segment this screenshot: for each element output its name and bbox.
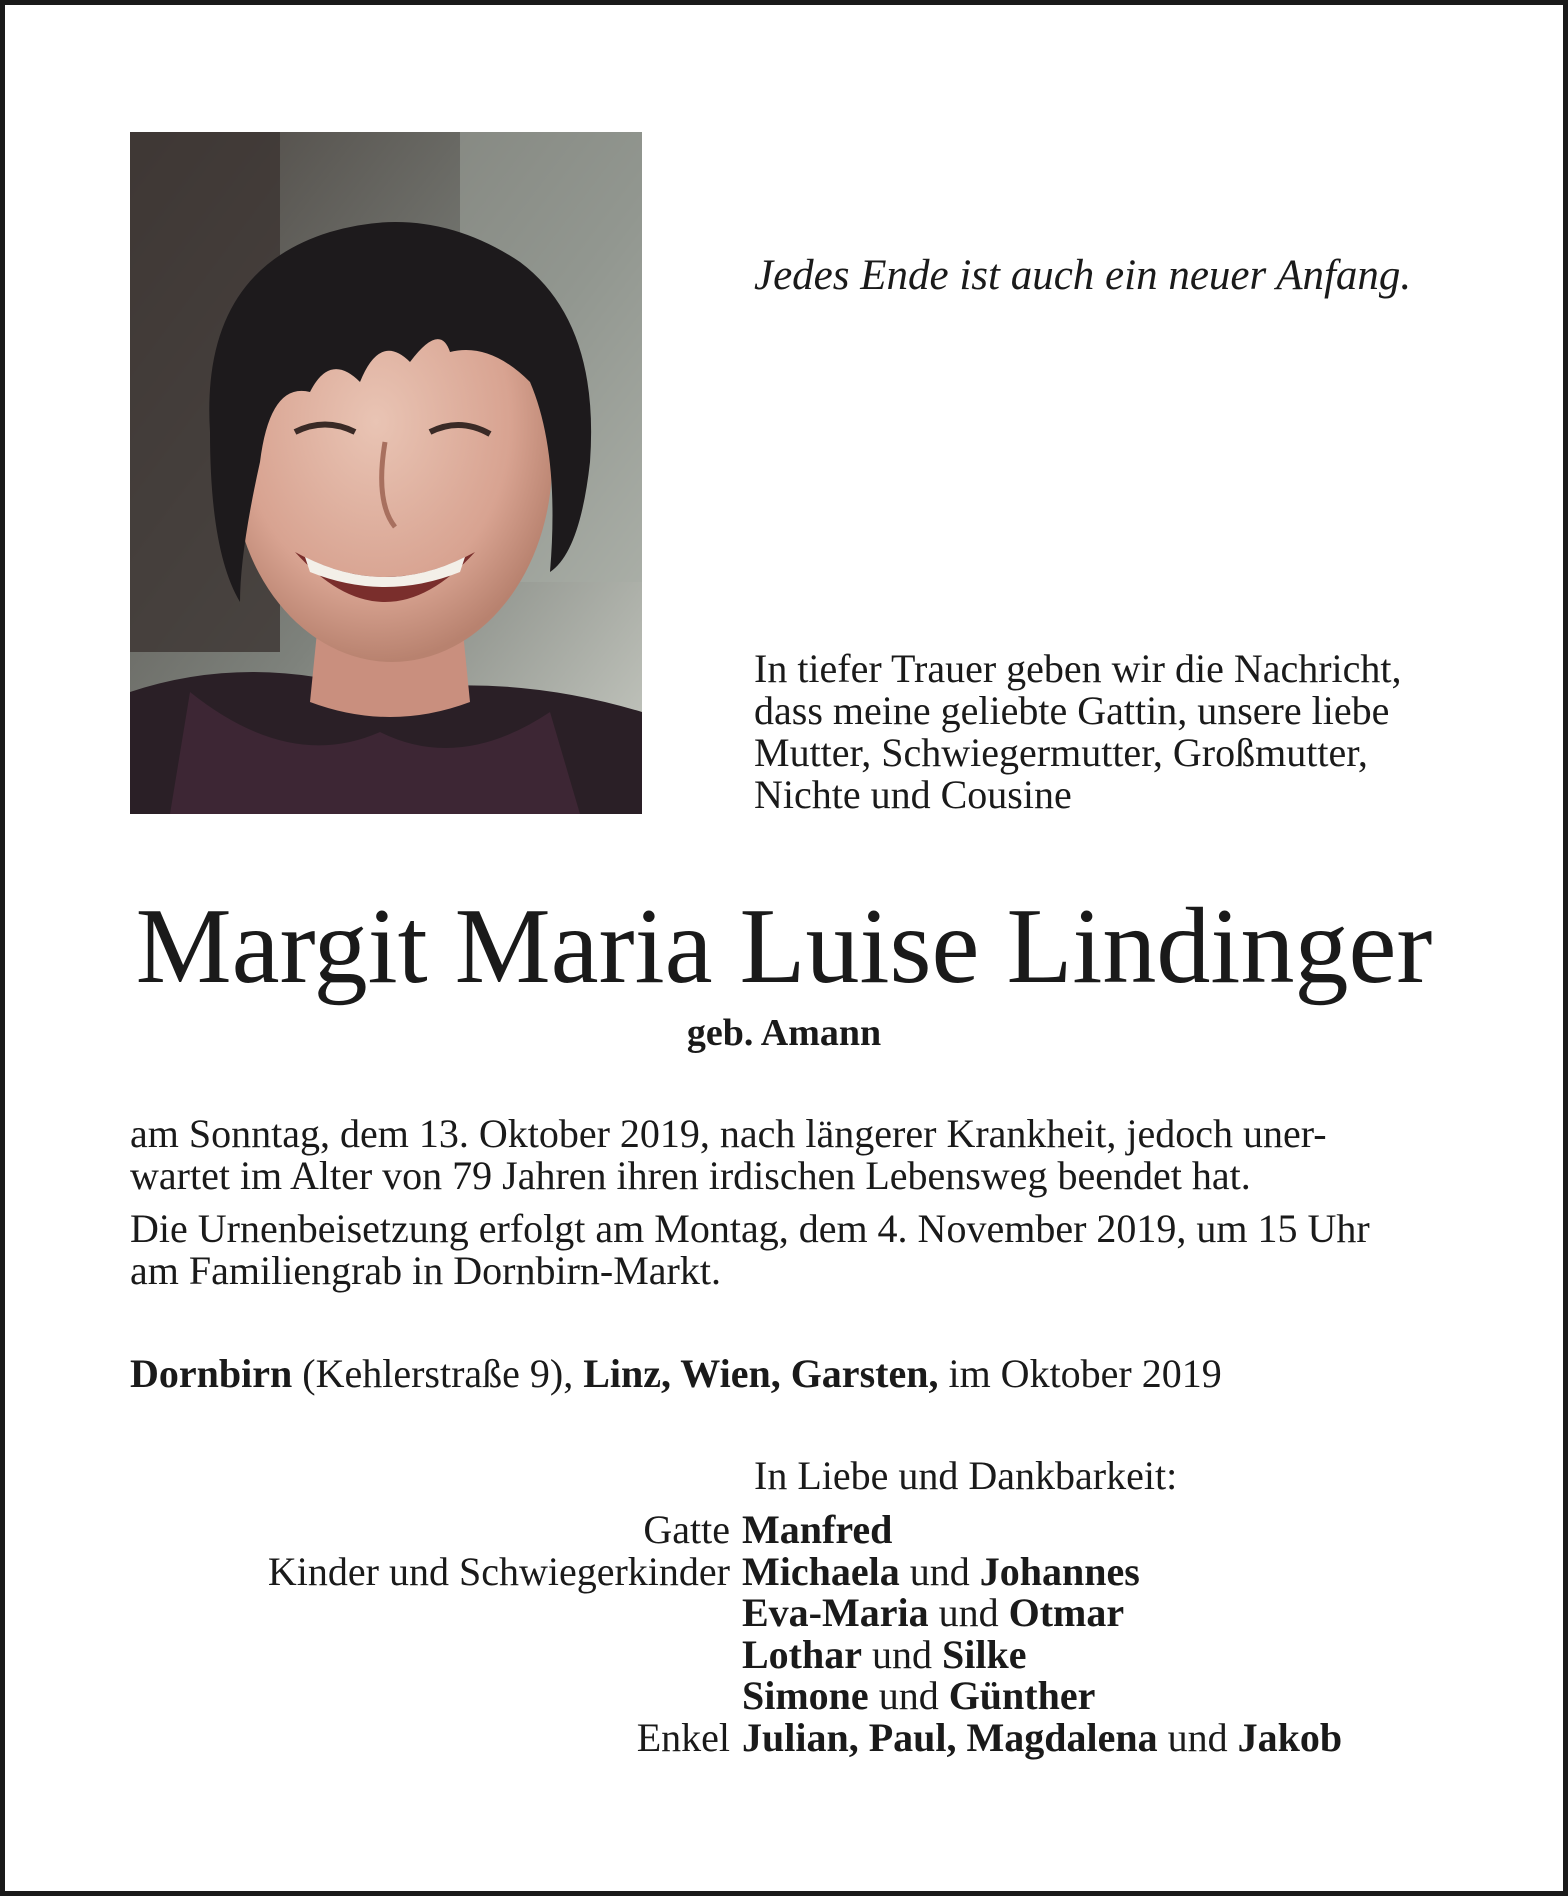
and-word: und xyxy=(862,1631,942,1677)
intro-line: In tiefer Trauer geben wir die Nachricht, xyxy=(754,646,1402,691)
announcement-line: Die Urnenbeisetzung erfolgt am Montag, dem 4. November 2019, um 15 Uhr xyxy=(130,1206,1370,1251)
announcement-line: wartet im Alter von 79 Jahren ihren irdischen Lebensweg beendet hat. xyxy=(130,1153,1251,1198)
family-row xyxy=(130,1631,1440,1677)
family-member: Otmar xyxy=(1008,1590,1125,1635)
intro-line: dass meine geliebte Gattin, unsere liebe xyxy=(754,688,1390,733)
family-row xyxy=(130,1509,1440,1551)
announcement-text xyxy=(130,1113,1440,1292)
deceased-name: Margit Maria Luise Lindinger xyxy=(135,887,1433,1006)
closing-line: In Liebe und Dankbarkeit: xyxy=(754,1453,1178,1498)
family-member: Simone xyxy=(742,1673,869,1718)
family-member: Jakob xyxy=(1237,1714,1343,1760)
places-line xyxy=(130,1353,1222,1395)
place-city: Dornbirn xyxy=(130,1351,293,1396)
family-member: Manfred xyxy=(742,1507,893,1552)
maiden-name: geb. Amann xyxy=(686,1012,882,1054)
and-word: und xyxy=(868,1673,949,1718)
announcement-line: am Familiengrab in Dornbirn-Markt. xyxy=(130,1248,721,1293)
intro-line: Nichte und Cousine xyxy=(754,772,1072,817)
family-list xyxy=(130,1509,1440,1758)
place-address: (Kehlerstraße 9), xyxy=(292,1351,584,1396)
family-member: Eva-Maria xyxy=(742,1590,929,1635)
family-member: Silke xyxy=(942,1631,1027,1677)
place-others: Linz, Wien, Garsten, xyxy=(583,1351,939,1396)
family-row xyxy=(130,1675,1440,1717)
portrait-photo-icon xyxy=(130,132,642,814)
family-member: Lothar xyxy=(742,1631,862,1677)
announcement-line: am Sonntag, dem 13. Oktober 2019, nach längerer Krankheit, jedoch uner- xyxy=(130,1111,1327,1156)
intro-text xyxy=(754,648,1402,816)
quote: Jedes Ende ist auch ein neuer Anfang. xyxy=(754,252,1412,299)
family-member: Johannes xyxy=(979,1548,1140,1594)
intro-line: Mutter, Schwiegermutter, Großmutter, xyxy=(754,730,1368,775)
relation-label: Gatte xyxy=(643,1507,730,1552)
relation-label: Kinder und Schwiegerkinder xyxy=(267,1548,730,1594)
and-word: und xyxy=(899,1548,980,1594)
relation-label: Enkel xyxy=(636,1714,730,1760)
and-word: und xyxy=(928,1590,1009,1635)
family-row xyxy=(130,1714,1440,1760)
family-member: Michaela xyxy=(742,1548,900,1594)
place-date: im Oktober 2019 xyxy=(938,1351,1222,1396)
family-row xyxy=(130,1592,1440,1634)
family-row xyxy=(130,1548,1440,1594)
family-member: Julian, Paul, Magdalena xyxy=(742,1714,1158,1760)
and-word: und xyxy=(1157,1714,1238,1760)
portrait-photo xyxy=(130,132,642,814)
family-member: Günther xyxy=(948,1673,1096,1718)
